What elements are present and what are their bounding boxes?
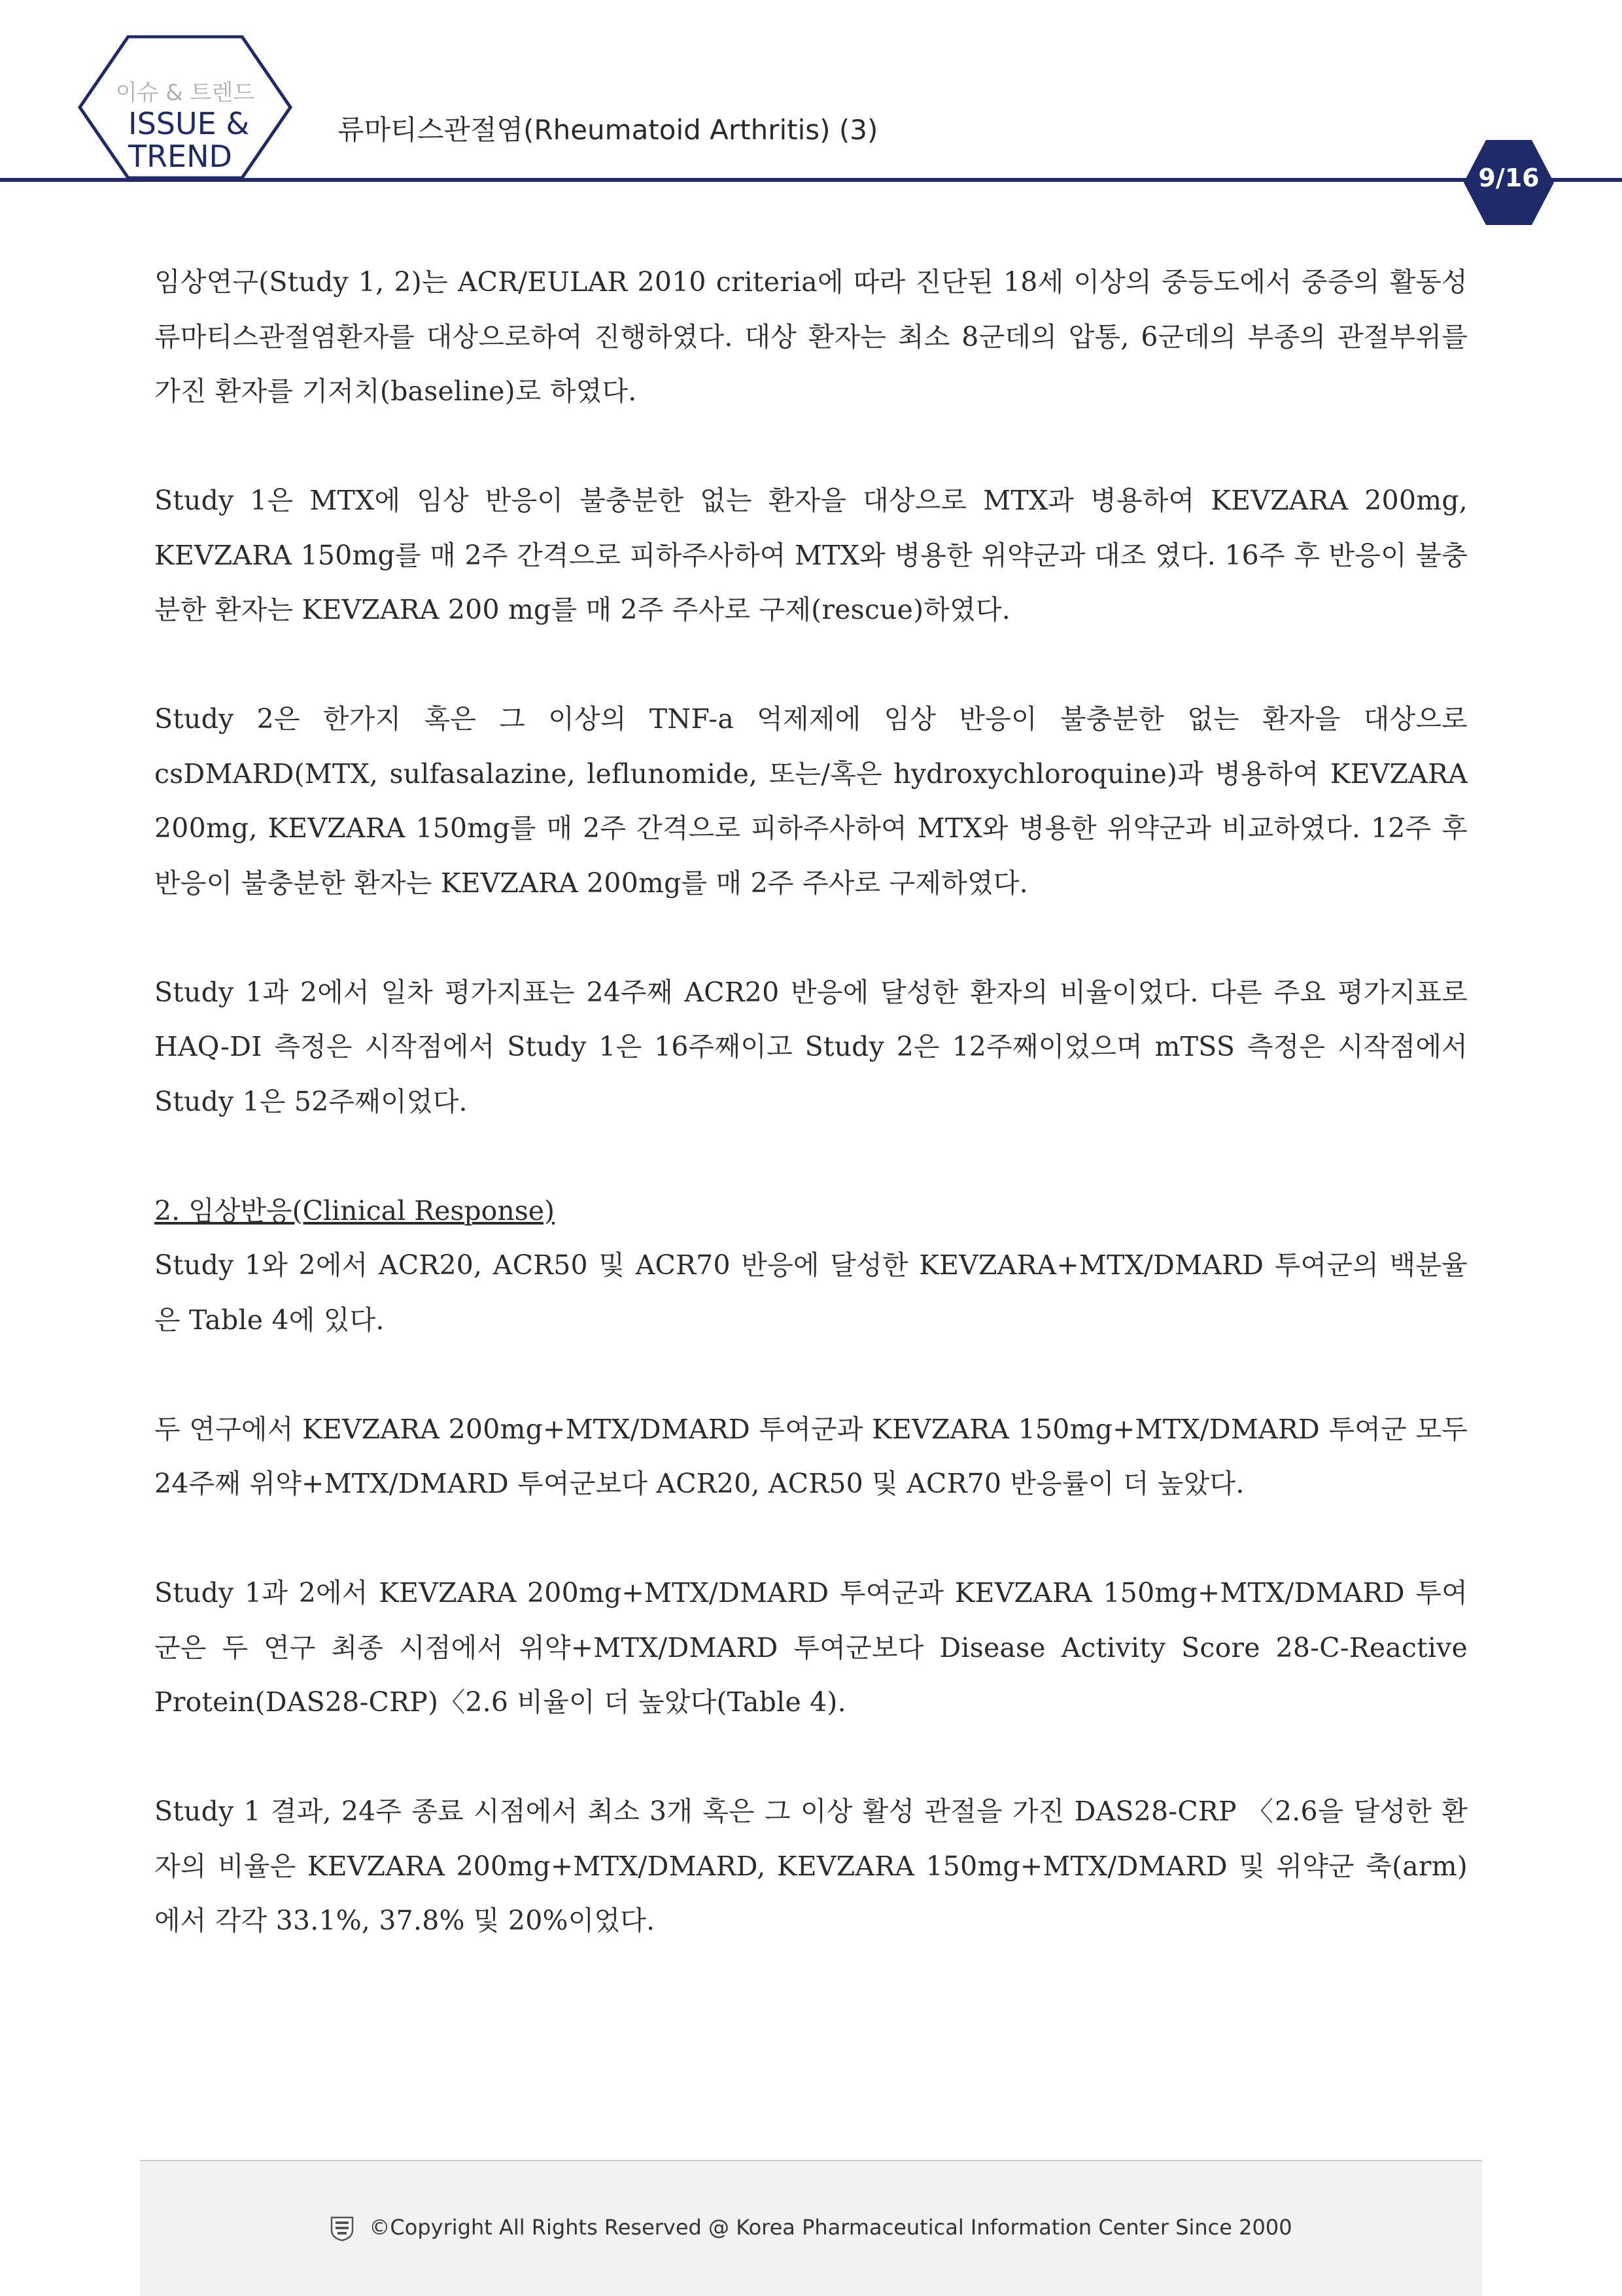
badge-english-label-2: TREND <box>128 139 232 174</box>
shield-seal-icon <box>330 2216 354 2242</box>
footer <box>140 2160 1482 2296</box>
page-number: 9/16 <box>1478 164 1540 192</box>
paragraph-study-2: Study 2은 한가지 혹은 그 이상의 TNF-a 억제제에 임상 반응이 불충분한 없는 환자을 대상으로 csDMARD(MTX, sulfasalazine, leflunomide, 또는/혹은 hydroxychloroquine)과 병용하여 KEVZARA 200mg, KEVZARA 150mg를 매 2주 간격으로 피하주사하여 MTX와 병용한 위약군과 비교하였다. 12주 후 반응이 불충분한 환자는 KEVZARA 200mg를 매 2주 주사로 구제하였다. <box>154 703 1468 899</box>
paragraph-study-1: Study 1은 MTX에 임상 반응이 불충분한 없는 환자을 대상으로 MTX과 병용하여 KEVZARA 200mg, KEVZARA 150mg를 매 2주 간격으로 피하주사하여 MTX와 병용한 위약군과 대조 였다. 16주 후 반응이 불충분한 환자는 KEVZARA 200 mg를 매 2주 주사로 구제(rescue)하였다. <box>154 485 1468 625</box>
paragraph-study-1-results: Study 1 결과, 24주 종료 시점에서 최소 3개 혹은 그 이상 활성 관절을 가진 DAS28-CRP 〈2.6을 달성한 환자의 비율은 KEVZARA 200mg+MTX/DMARD, KEVZARA 150mg+MTX/DMARD 및 위약군 축(arm)에서 각각 33.1%, 37.8% 및 20%이었다. <box>154 1796 1468 1936</box>
badge-english-label-1: ISSUE & <box>128 106 250 141</box>
page-number-badge <box>1462 139 1555 226</box>
paragraph-study-overview: 임상연구(Study 1, 2)는 ACR/EULAR 2010 criteria에 따라 진단된 18세 이상의 중등도에서 중증의 활동성 류마티스관절염환자를 대상으로하여 진행하였다. 대상 환자는 최소 8군데의 압통, 6군데의 부종의 관절부위를 가진 환자를 기저치(baseline)로 하였다. <box>154 266 1468 407</box>
copyright-text: ©Copyright All Rights Reserved @ Korea Pharmaceutical Information Center Since 2000 <box>369 2215 1292 2240</box>
paragraph-das28: Study 1과 2에서 KEVZARA 200mg+MTX/DMARD 투여군과 KEVZARA 150mg+MTX/DMARD 투여군은 두 연구 최종 시점에서 위약+MTX/DMARD 투여군보다 Disease Activity Score 28-C-Reactive Protein(DAS28-CRP)〈2.6 비율이 더 높았다(Table 4). <box>154 1577 1468 1718</box>
paragraph-response-rates: 두 연구에서 KEVZARA 200mg+MTX/DMARD 투여군과 KEVZARA 150mg+MTX/DMARD 투여군 모두 24주째 위약+MTX/DMARD 투여군보다 ACR20, ACR50 및 ACR70 반응률이 더 높았다. <box>154 1413 1468 1499</box>
paragraph-endpoints: Study 1과 2에서 일차 평가지표는 24주째 ACR20 반응에 달성한 환자의 비율이었다. 다른 주요 평가지표로 HAQ-DI 측정은 시작점에서 Study 1은 16주째이고 Study 2은 12주째이었으며 mTSS 측정은 시작점에서 Study 1은 52주째이었다. <box>154 976 1468 1117</box>
document-title: 류마티스관절염(Rheumatoid Arthritis) (3) <box>337 114 878 146</box>
footer-copyright-row <box>140 2215 1482 2242</box>
issue-trend-badge <box>77 35 293 181</box>
badge-korean-label: 이슈 & 트렌드 <box>115 80 255 106</box>
section-heading-clinical-response: 2. 임상반응(Clinical Response) <box>154 1194 555 1226</box>
paragraph-acr-response: Study 1와 2에서 ACR20, ACR50 및 ACR70 반응에 달성한 KEVZARA+MTX/DMARD 투여군의 백분율은 Table 4에 있다. <box>154 1249 1468 1336</box>
article-body <box>154 255 1468 1949</box>
